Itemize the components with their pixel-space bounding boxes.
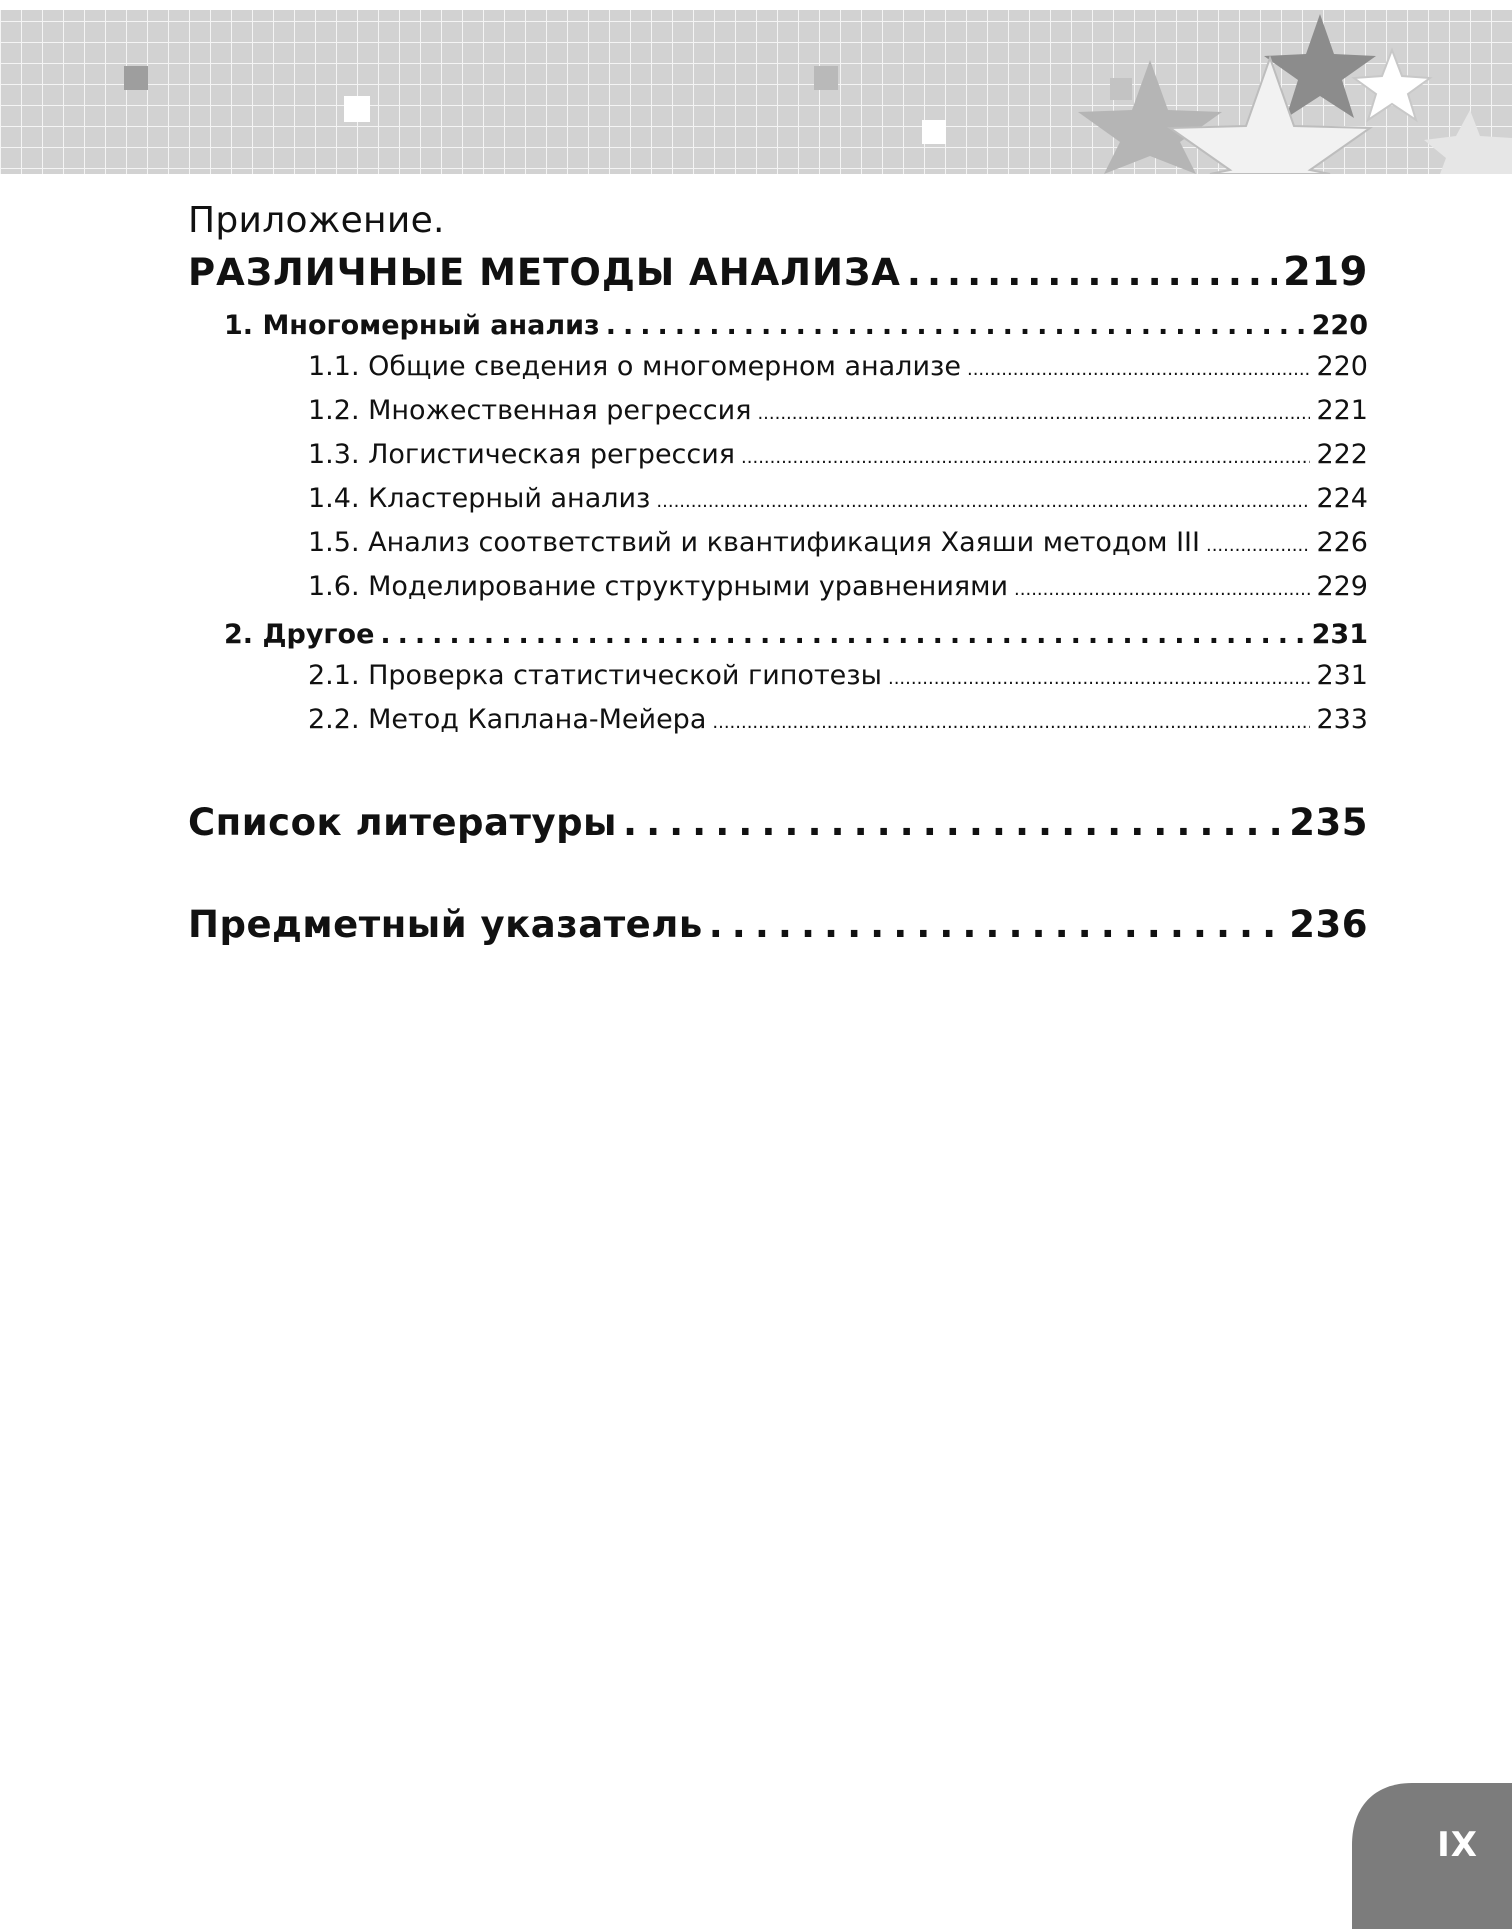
page-number: IX bbox=[1437, 1825, 1478, 1865]
dot-leader bbox=[907, 245, 1277, 301]
dot-leader bbox=[712, 699, 1310, 743]
toc-subsection-row[interactable] bbox=[188, 655, 1368, 699]
toc-subsection-row[interactable] bbox=[188, 478, 1368, 522]
subsection-page: 229 bbox=[1316, 571, 1368, 602]
toc-subsection-row[interactable] bbox=[188, 346, 1368, 390]
dot-leader bbox=[741, 434, 1310, 478]
section-title: 2. Другое bbox=[224, 619, 375, 650]
deco-square bbox=[344, 96, 370, 122]
index-title: Предметный указатель bbox=[188, 903, 703, 946]
toc-subsection-row[interactable] bbox=[188, 434, 1368, 478]
subsection-title: 1.1. Общие сведения о многомерном анализе bbox=[308, 351, 961, 382]
dot-leader bbox=[888, 655, 1310, 699]
references-title: Список литературы bbox=[188, 801, 618, 844]
section-page: 231 bbox=[1311, 619, 1368, 650]
subsection-title: 1.3. Логистическая регрессия bbox=[308, 439, 736, 470]
dot-leader bbox=[967, 346, 1310, 390]
subsection-title: 1.2. Множественная регрессия bbox=[308, 395, 752, 426]
subsection-title: 2.1. Проверка статистической гипотезы bbox=[308, 660, 882, 691]
toc-subsection-row[interactable] bbox=[188, 390, 1368, 434]
subsection-page: 233 bbox=[1316, 704, 1368, 735]
toc-section-row[interactable] bbox=[188, 305, 1368, 346]
dot-leader bbox=[1014, 566, 1310, 610]
toc-subsection-row[interactable] bbox=[188, 522, 1368, 566]
section-title: 1. Многомерный анализ bbox=[224, 310, 600, 341]
dot-leader bbox=[380, 614, 1305, 655]
subsection-title: 2.2. Метод Каплана-Мейера bbox=[308, 704, 707, 735]
dot-leader bbox=[709, 897, 1284, 953]
deco-square bbox=[1110, 78, 1132, 100]
subsection-title: 1.6. Моделирование структурными уравнениями bbox=[308, 571, 1009, 602]
dot-leader bbox=[623, 795, 1283, 851]
references-page: 235 bbox=[1289, 801, 1368, 844]
toc-references-row[interactable] bbox=[188, 795, 1368, 851]
deco-square bbox=[922, 120, 946, 144]
toc-index-row[interactable] bbox=[188, 897, 1368, 953]
subsection-page: 231 bbox=[1316, 660, 1368, 691]
subsection-page: 224 bbox=[1316, 483, 1368, 514]
subsection-page: 222 bbox=[1316, 439, 1368, 470]
dot-leader bbox=[606, 305, 1306, 346]
subsection-page: 221 bbox=[1316, 395, 1368, 426]
dot-leader bbox=[757, 390, 1310, 434]
header-decoration bbox=[0, 0, 1512, 174]
deco-square bbox=[814, 66, 838, 90]
chapter-page: 219 bbox=[1283, 249, 1368, 295]
appendix-label: Приложение. bbox=[188, 200, 445, 241]
toc-subsection-row[interactable] bbox=[188, 699, 1368, 743]
dot-leader bbox=[656, 478, 1310, 522]
toc-chapter-row[interactable] bbox=[188, 244, 1368, 301]
subsection-title: 1.5. Анализ соответствий и квантификация Хаяши методом III bbox=[308, 527, 1200, 558]
toc-section-row[interactable] bbox=[188, 614, 1368, 655]
header-grid-graphic bbox=[0, 0, 1512, 174]
index-page: 236 bbox=[1289, 903, 1368, 946]
subsection-page: 220 bbox=[1316, 351, 1368, 382]
dot-leader bbox=[1206, 522, 1310, 566]
toc-subsection-row[interactable] bbox=[188, 566, 1368, 610]
subsection-title: 1.4. Кластерный анализ bbox=[308, 483, 651, 514]
page-number-tab bbox=[1352, 1783, 1512, 1929]
subsection-page: 226 bbox=[1316, 527, 1368, 558]
chapter-title: РАЗЛИЧНЫЕ МЕТОДЫ АНАЛИЗА bbox=[188, 251, 901, 294]
table-of-contents bbox=[188, 198, 1368, 953]
section-page: 220 bbox=[1311, 310, 1368, 341]
deco-square bbox=[124, 66, 148, 90]
